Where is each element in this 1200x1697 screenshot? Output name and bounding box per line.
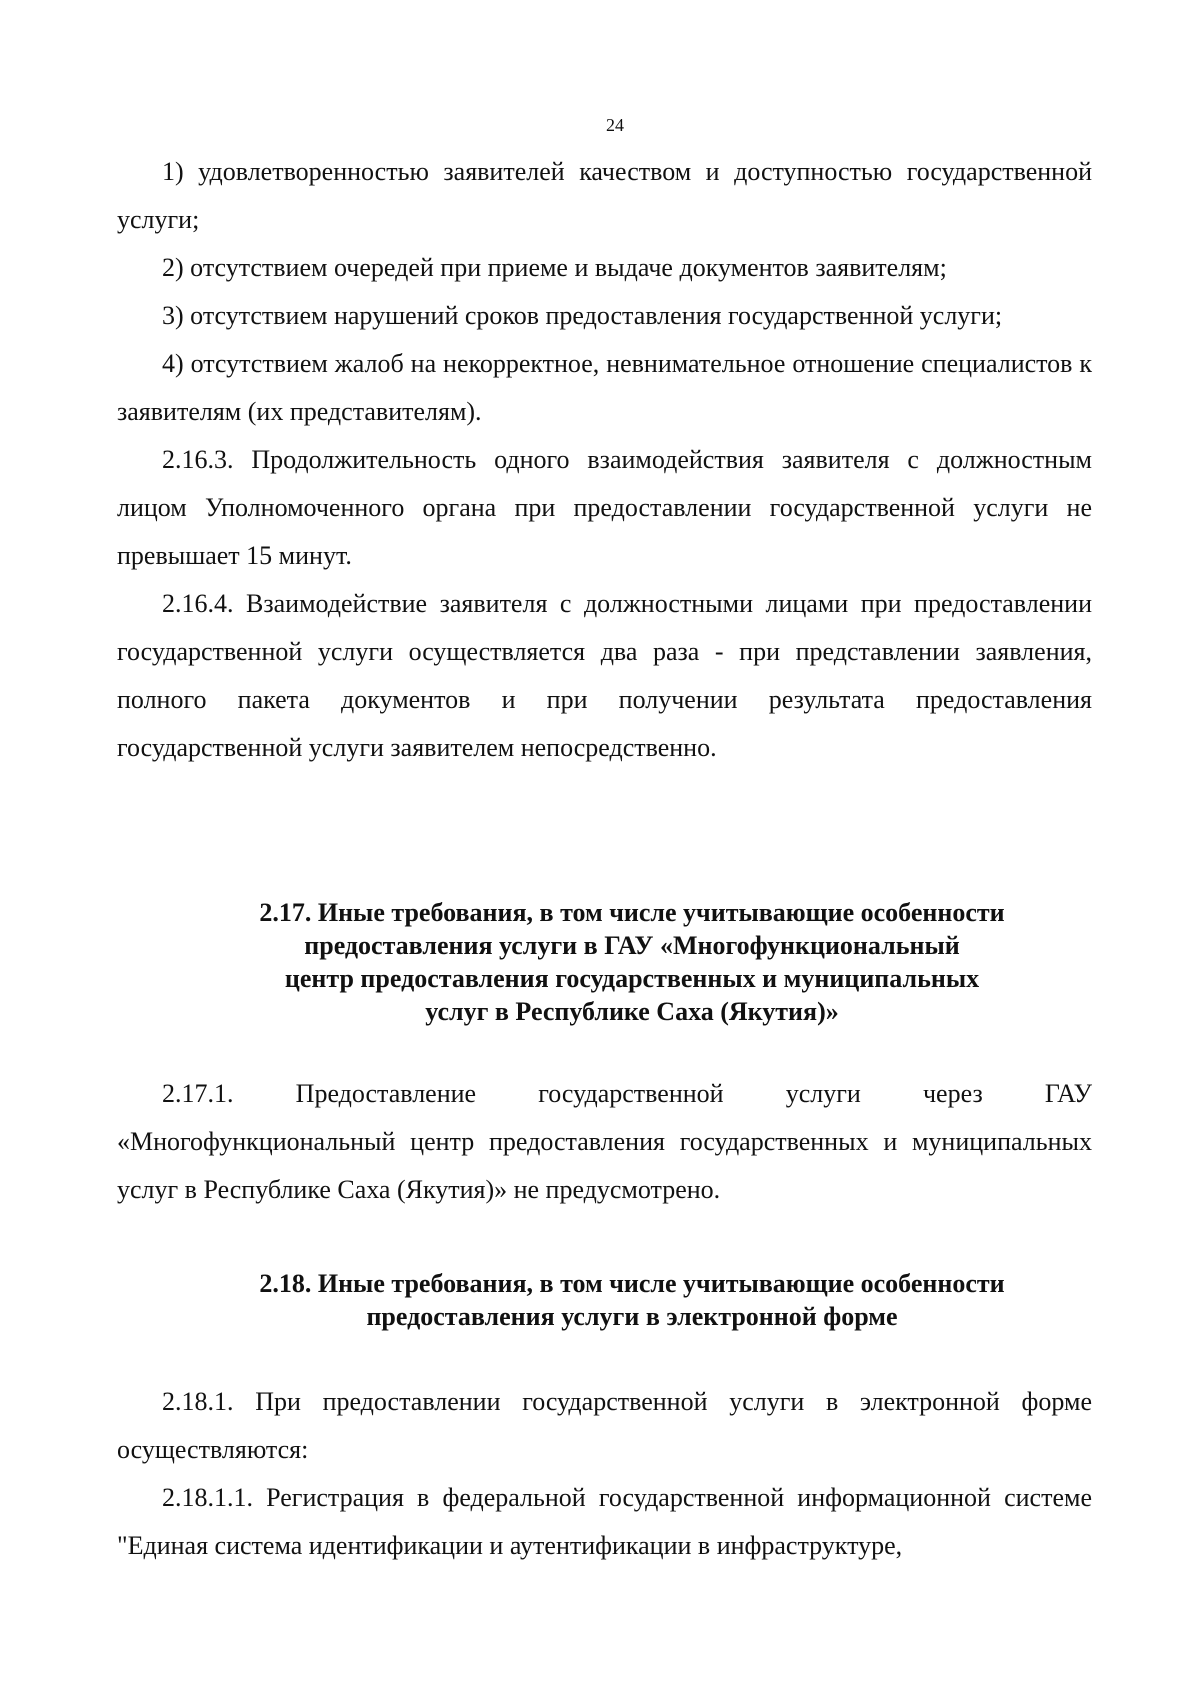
paragraph-block-mfc [117, 1070, 1092, 1214]
paragraph-2-17-1: 2.17.1. Предоставление государственной услуги через ГАУ «Многофункциональный центр предоставления государственных и муниципальных услуг в Республике Саха (Якутия)» не предусмотрено. [117, 1079, 1092, 1204]
section-heading-2-17 [117, 896, 1147, 1028]
paragraph-2-18-1-1: 2.18.1.1. Регистрация в федеральной государственной информационной системе "Единая система идентификации и аутентификации в инфраструктуре, [117, 1483, 1092, 1560]
paragraph-item-1: 1) удовлетворенностью заявителей качеством и доступностью государственной услуги; [117, 157, 1092, 234]
paragraph-block-quality-indicators [117, 148, 1092, 772]
heading-line: 2.17. Иные требования, в том числе учитывающие особенности [259, 898, 1005, 927]
heading-line: 2.18. Иные требования, в том числе учитывающие особенности [259, 1269, 1005, 1298]
page-number: 24 [606, 115, 624, 135]
paragraph-2-16-4: 2.16.4. Взаимодействие заявителя с должностными лицами при предоставлении государственной услуги осуществляется два раза - при представлении заявления, полного пакета документов и при получении результата предоставления государственной услуги заявителем непосредственно. [117, 589, 1092, 762]
heading-line: услуг в Республике Саха (Якутия)» [425, 997, 839, 1026]
paragraph-item-2: 2) отсутствием очередей при приеме и выдаче документов заявителям; [162, 253, 947, 282]
heading-line: центр предоставления государственных и муниципальных [284, 964, 980, 993]
heading-line: предоставления услуги в электронной форме [366, 1302, 898, 1331]
paragraph-item-3: 3) отсутствием нарушений сроков предоставления государственной услуги; [162, 301, 1003, 330]
paragraph-item-4: 4) отсутствием жалоб на некорректное, невнимательное отношение специалистов к заявителям (их представителям). [117, 349, 1092, 426]
paragraph-2-18-1: 2.18.1. При предоставлении государственной услуги в электронной форме осуществляются: [117, 1387, 1092, 1464]
heading-line: предоставления услуги в ГАУ «Многофункциональный [304, 931, 960, 960]
section-heading-2-18 [117, 1267, 1147, 1333]
paragraph-2-16-3: 2.16.3. Продолжительность одного взаимодействия заявителя с должностным лицом Уполномоченного органа при предоставлении государственной услуги не превышает 15 минут. [117, 445, 1092, 570]
paragraph-block-electronic [117, 1378, 1092, 1570]
